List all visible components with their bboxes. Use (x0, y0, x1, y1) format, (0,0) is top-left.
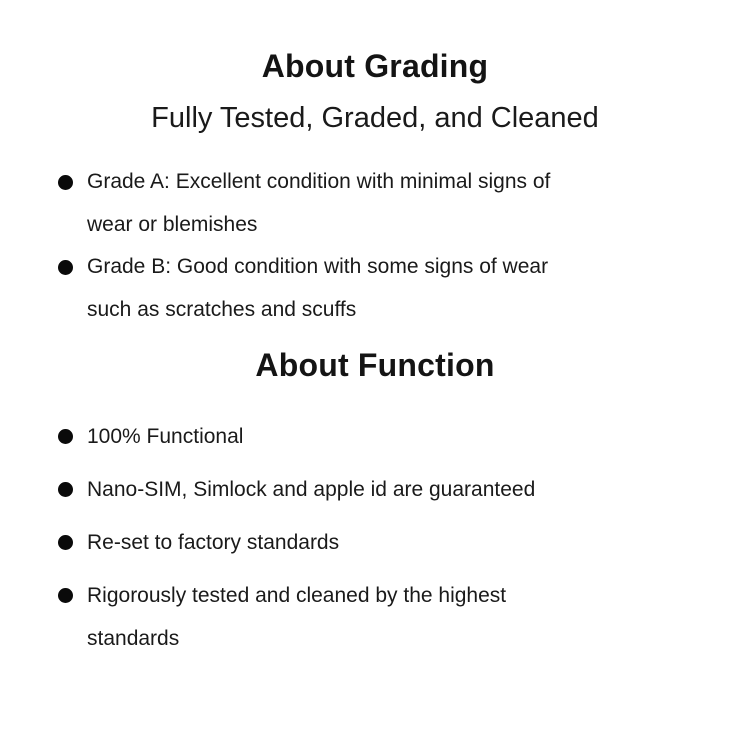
list-item (58, 161, 690, 246)
text-line: Nano-SIM, Simlock and apple id are guaranteed (87, 478, 536, 501)
list-item (58, 246, 690, 331)
list-item-text (87, 415, 243, 458)
list-item (58, 415, 690, 458)
bullet-icon (58, 535, 73, 550)
text-line: Grade B: Good condition with some signs of wear (87, 255, 549, 278)
grading-subtitle: Fully Tested, Graded, and Cleaned (151, 102, 599, 134)
bullet-icon (58, 260, 73, 275)
list-item (58, 574, 690, 660)
list-item (58, 521, 690, 564)
bullet-icon (58, 429, 73, 444)
list-item-text (87, 161, 550, 246)
list-item-text (87, 521, 339, 564)
list-item-text (87, 574, 506, 660)
text-line: Grade A: Excellent condition with minimal signs of (87, 170, 551, 193)
text-line: 100% Functional (87, 425, 244, 448)
grading-list (0, 161, 750, 331)
bullet-icon (58, 588, 73, 603)
bullet-icon (58, 482, 73, 497)
list-item-text (87, 246, 548, 331)
text-line: Rigorously tested and cleaned by the highest (87, 584, 507, 607)
list-item (58, 468, 690, 511)
bullet-icon (58, 175, 73, 190)
function-list (0, 415, 750, 660)
text-line: standards (87, 627, 180, 650)
list-item-text (87, 468, 535, 511)
text-line: Re-set to factory standards (87, 531, 340, 554)
function-section-title: About Function (255, 347, 495, 383)
grading-section-title: About Grading (261, 48, 489, 84)
text-line: such as scratches and scuffs (87, 297, 357, 321)
text-line: wear or blemishes (87, 212, 258, 236)
